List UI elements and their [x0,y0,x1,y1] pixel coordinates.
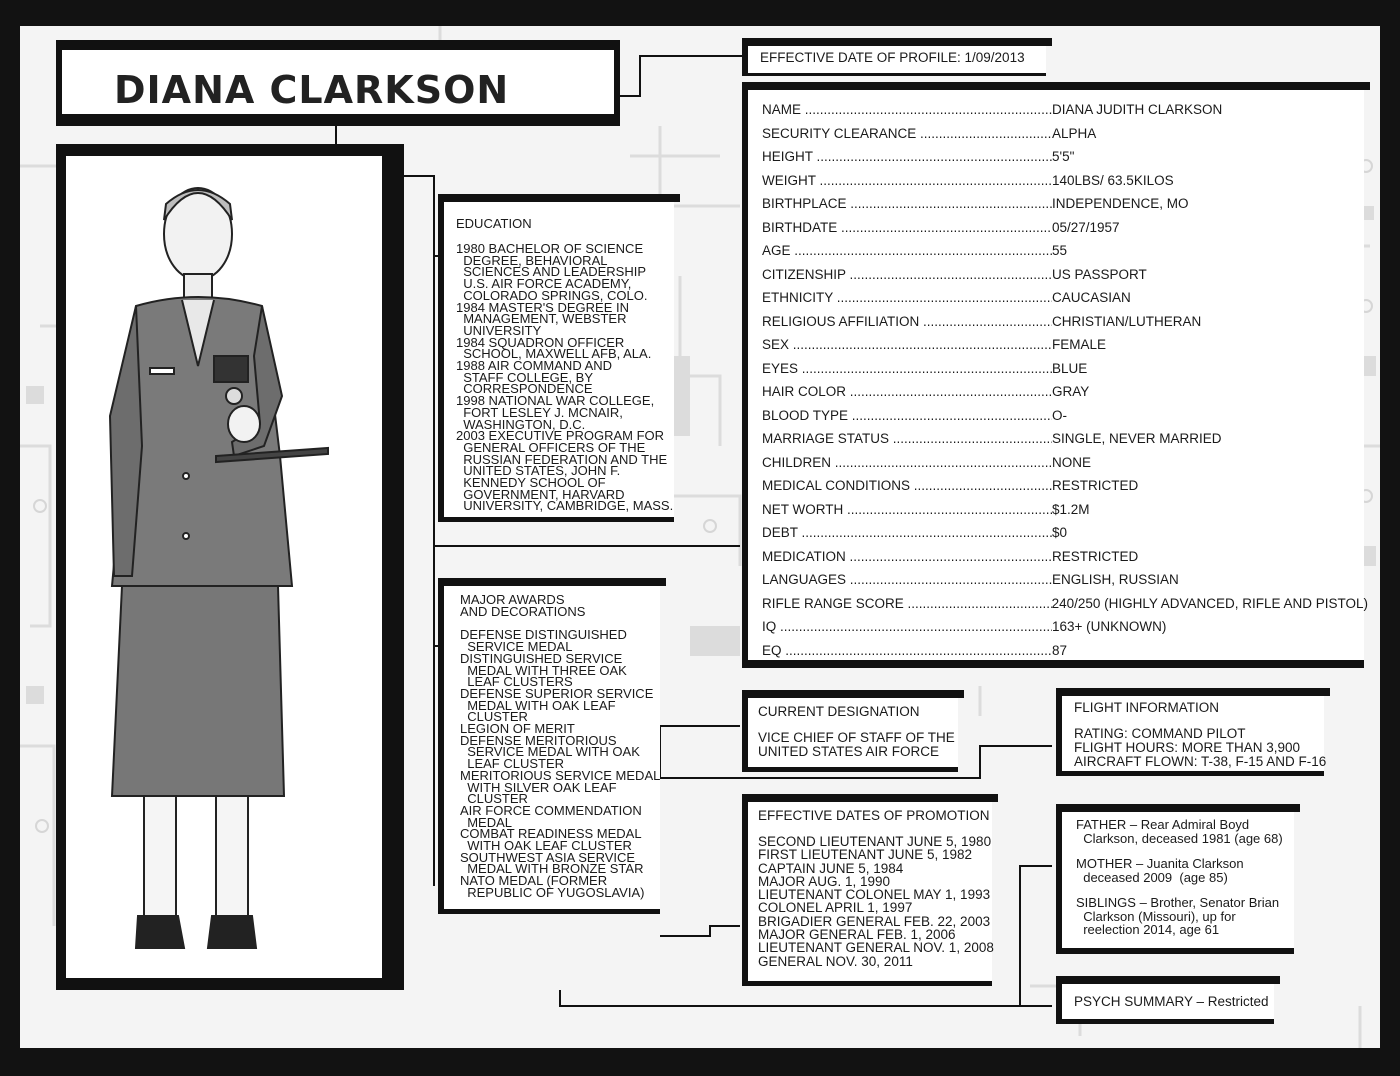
education-line: UNIVERSITY [456,322,542,338]
profile-row [762,498,1368,522]
awards-line: COMBAT READINESS MEDAL [460,826,642,842]
profile-value: O- [1052,407,1067,423]
education-line: U.S. AIR FORCE ACADEMY, [456,276,632,292]
awards-heading-line-1: MAJOR AWARDS [460,592,565,607]
profile-row [762,239,1368,263]
awards-line: WITH OAK LEAF CLUSTER [460,838,632,854]
profile-key-text: ETHNICITY [762,290,834,306]
profile-value: 140LBS/ 63.5KILOS [1052,172,1174,188]
profile-row [762,568,1368,592]
education-line: 1998 NATIONAL WAR COLLEGE, [456,393,655,409]
profile-row [762,98,1368,122]
designation-panel [742,698,958,772]
profile-value: RESTRICTED [1052,478,1139,494]
title-panel [56,40,620,126]
profile-key [762,290,1052,305]
profile-key [762,455,1052,470]
profile-key-text: AGE [762,243,791,259]
education-line: 1988 AIR COMMAND AND [456,358,613,374]
education-line: UNIVERSITY, CAMBRIDGE, MASS. [456,498,674,514]
education-panel [438,202,674,522]
awards-line: MEDAL WITH THREE OAK [460,662,627,678]
awards-list [460,629,684,898]
profile-row [762,216,1368,240]
education-line: 1980 BACHELOR OF SCIENCE [456,241,644,256]
profile-key [762,337,1052,352]
education-line: FORT LESLEY J. MCNAIR, [456,404,623,420]
profile-row [762,639,1368,663]
family-line: Clarkson, deceased 1981 (age 68) [1076,830,1283,846]
profile-key [762,173,1052,188]
profile-key-text: MARRIAGE STATUS [762,431,890,447]
profile-key [762,502,1052,517]
promotion-line: MAJOR AUG. 1, 1990 [758,873,891,889]
profile-key-text: BIRTHDATE [762,219,838,235]
education-line: UNITED STATES, JOHN F. [456,463,621,479]
profile-row [762,357,1368,381]
family-line: Clarkson (Missouri), up for [1076,908,1236,924]
profile-row [762,286,1368,310]
awards-heading-line-2: AND DECORATIONS [460,603,586,619]
profile-value: 5'5" [1052,149,1075,165]
awards-line: DEFENSE SUPERIOR SERVICE [460,685,654,701]
education-line: MANAGEMENT, WEBSTER [456,311,627,327]
awards-line: LEAF CLUSTER [460,756,565,772]
family-line: deceased 2009 (age 85) [1076,869,1228,885]
awards-line: WITH SILVER OAK LEAF [460,779,617,795]
profile-value: 240/250 (HIGHLY ADVANCED, RIFLE AND PISTOL) [1051,595,1368,611]
profile-key [762,596,1052,611]
psych-summary: PSYCH SUMMARY – Restricted [1074,994,1269,1009]
education-line: CORRESPONDENCE [456,381,593,397]
profile-panel [742,90,1368,668]
profile-value: ALPHA [1052,125,1097,141]
profile-value: FEMALE [1052,337,1107,353]
education-line: 1984 SQUADRON OFFICER [456,334,625,350]
profile-key [762,384,1052,399]
family-line: FATHER – Rear Admiral Boyd [1076,817,1250,832]
flight-line-2: FLIGHT HOURS: MORE THAN 3,900 [1074,740,1301,755]
flight-line-3: AIRCRAFT FLOWN: T-38, F-15 AND F-16 [1074,754,1327,769]
profile-value: US PASSPORT [1052,266,1147,282]
profile-value: SINGLE, NEVER MARRIED [1052,431,1222,447]
profile-key-text: HAIR COLOR [762,384,847,400]
profile-key [762,126,1052,141]
profile-key-text: CITIZENSHIP [762,266,846,282]
profile-value: CHRISTIAN/LUTHERAN [1052,313,1202,329]
education-line: SCHOOL, MAXWELL AFB, ALA. [456,346,652,362]
awards-line: DEFENSE MERITORIOUS [460,732,617,748]
family-line: MOTHER – Juanita Clarkson [1076,856,1244,871]
profile-key-text: IQ [762,619,777,635]
profile-key [762,478,1052,493]
flight-line-1: RATING: COMMAND PILOT [1074,726,1246,741]
profile-value: $0 [1052,525,1068,541]
designation-line-2: UNITED STATES AIR FORCE [758,744,940,759]
page-title: DIANA CLARKSON [114,68,510,112]
dossier-page [20,26,1380,1048]
profile-key [762,619,1052,634]
profile-key [762,243,1052,258]
awards-line: DEFENSE DISTINGUISHED [460,627,627,643]
education-line: WASHINGTON, D.C. [456,416,586,432]
profile-key [762,314,1052,329]
profile-value: 87 [1052,642,1068,658]
profile-key-text: HEIGHT [762,149,813,165]
awards-line: SOUTHWEST ASIA SERVICE [460,849,636,865]
awards-heading [460,594,684,617]
education-line: KENNEDY SCHOOL OF [456,475,606,491]
profile-row [762,169,1368,193]
profile-row [762,192,1368,216]
profile-key-text: MEDICATION [762,548,846,564]
promotion-line: CAPTAIN JUNE 5, 1984 [758,860,904,876]
designation-heading: CURRENT DESIGNATION [758,704,920,719]
profile-key-text: EYES [762,360,799,376]
profile-value: NONE [1052,454,1092,470]
family-panel [1056,812,1294,954]
profile-row [762,263,1368,287]
education-line: DEGREE, BEHAVIORAL [456,252,608,268]
education-line: STAFF COLLEGE, BY [456,369,594,385]
awards-line: LEGION OF MERIT [460,721,575,737]
profile-key [762,408,1052,423]
profile-key-text: RIFLE RANGE SCORE [762,595,904,611]
education-heading: EDUCATION [456,216,532,231]
profile-key [762,220,1052,235]
profile-key-text: WEIGHT [762,172,816,188]
effective-date: EFFECTIVE DATE OF PROFILE: 1/09/2013 [760,50,1025,65]
awards-line: SERVICE MEDAL [460,639,573,655]
family-list [1076,818,1283,949]
education-line: GENERAL OFFICERS OF THE [456,439,646,455]
profile-key-text: CHILDREN [762,454,832,470]
promotion-line: MAJOR GENERAL FEB. 1, 2006 [758,927,956,943]
officer-portrait [66,156,382,978]
psych-panel [1056,984,1274,1024]
profile-value: ENGLISH, RUSSIAN [1052,572,1179,588]
profile-key [762,572,1052,587]
profile-row [762,451,1368,475]
profile-row [762,380,1368,404]
education-line: RUSSIAN FEDERATION AND THE [456,451,668,467]
profile-key-text: NAME [762,102,802,118]
awards-line: CLUSTER [460,791,528,807]
flight-heading: FLIGHT INFORMATION [1074,700,1219,715]
awards-line: MEDAL WITH OAK LEAF [460,697,616,713]
profile-key-text: RELIGIOUS AFFILIATION [762,313,920,329]
profile-value: RESTRICTED [1052,548,1139,564]
profile-key-text: BIRTHPLACE [762,196,847,212]
awards-line: MERITORIOUS SERVICE MEDAL [460,767,661,783]
education-line: SCIENCES AND LEADERSHIP [456,264,646,280]
profile-list [762,98,1368,662]
profile-key [762,267,1052,282]
promotion-line: LIEUTENANT COLONEL MAY 1, 1993 [758,887,991,903]
profile-row [762,545,1368,569]
profile-row [762,615,1368,639]
education-line: 2003 EXECUTIVE PROGRAM FOR [456,428,665,444]
profile-value: 05/27/1957 [1052,219,1120,235]
profile-value: INDEPENDENCE, MO [1052,196,1189,212]
profile-key-text: BLOOD TYPE [762,407,849,423]
profile-row [762,145,1368,169]
promotion-list [758,835,994,968]
family-entry [1076,818,1283,845]
profile-row [762,427,1368,451]
effective-date-panel [742,46,1046,76]
profile-value: $1.2M [1052,501,1090,517]
profile-row [762,122,1368,146]
profile-key [762,361,1052,376]
profile-key-text: SECURITY CLEARANCE [762,125,917,141]
profile-row [762,474,1368,498]
profile-key-text: EQ [762,642,782,658]
awards-line: LEAF CLUSTERS [460,674,573,690]
profile-value: DIANA JUDITH CLARKSON [1052,102,1223,118]
family-entry [1076,896,1283,937]
awards-line: DISTINGUISHED SERVICE [460,650,623,666]
profile-row [762,310,1368,334]
profile-key [762,196,1052,211]
promotion-line: SECOND LIEUTENANT JUNE 5, 1980 [758,834,992,849]
designation-line-1: VICE CHIEF OF STAFF OF THE [758,730,955,745]
profile-row [762,333,1368,357]
awards-line: NATO MEDAL (FORMER [460,873,608,889]
profile-key-text: LANGUAGES [762,572,847,588]
awards-panel [438,586,660,914]
profile-key-text: SEX [762,337,790,353]
profile-key-text: NET WORTH [762,501,844,517]
promotion-line: COLONEL APRIL 1, 1997 [758,900,913,916]
profile-value: BLUE [1052,360,1088,376]
profile-row [762,521,1368,545]
profile-key-text: DEBT [762,525,798,541]
promotion-line: LIEUTENANT GENERAL NOV. 1, 2008 [758,940,994,956]
education-list [456,243,680,512]
profile-row [762,404,1368,428]
awards-line: MEDAL [460,814,513,830]
education-line: GOVERNMENT, HARVARD [456,486,625,502]
awards-line: CLUSTER [460,709,528,725]
profile-row [762,592,1368,616]
promotion-line: FIRST LIEUTENANT JUNE 5, 1982 [758,847,973,863]
awards-line: REPUBLIC OF YUGOSLAVIA) [460,884,645,900]
profile-key [762,431,1052,446]
profile-key [762,643,1052,658]
profile-value: GRAY [1052,384,1090,400]
education-line: COLORADO SPRINGS, COLO. [456,287,648,303]
portrait-panel [56,144,404,990]
awards-line: MEDAL WITH BRONZE STAR [460,861,644,877]
profile-key [762,525,1052,540]
profile-key-text: MEDICAL CONDITIONS [762,478,911,494]
family-line: reelection 2014, age 61 [1076,922,1220,937]
family-line: SIBLINGS – Brother, Senator Brian [1076,895,1280,910]
profile-key [762,102,1052,117]
family-entry [1076,857,1283,884]
profile-key [762,149,1052,164]
profile-value: 55 [1052,243,1068,259]
promotion-line: BRIGADIER GENERAL FEB. 22, 2003 [758,913,991,929]
promotion-heading: EFFECTIVE DATES OF PROMOTION [758,808,990,823]
awards-line: AIR FORCE COMMENDATION [460,802,642,818]
education-line: 1984 MASTER'S DEGREE IN [456,299,629,315]
promotion-line: GENERAL NOV. 30, 2011 [758,953,913,969]
profile-key [762,549,1052,564]
profile-value: CAUCASIAN [1052,290,1131,306]
flight-panel [1056,696,1327,776]
profile-value: 163+ (UNKNOWN) [1052,619,1167,635]
awards-line: SERVICE MEDAL WITH OAK [460,744,640,760]
promotion-panel [742,802,992,986]
